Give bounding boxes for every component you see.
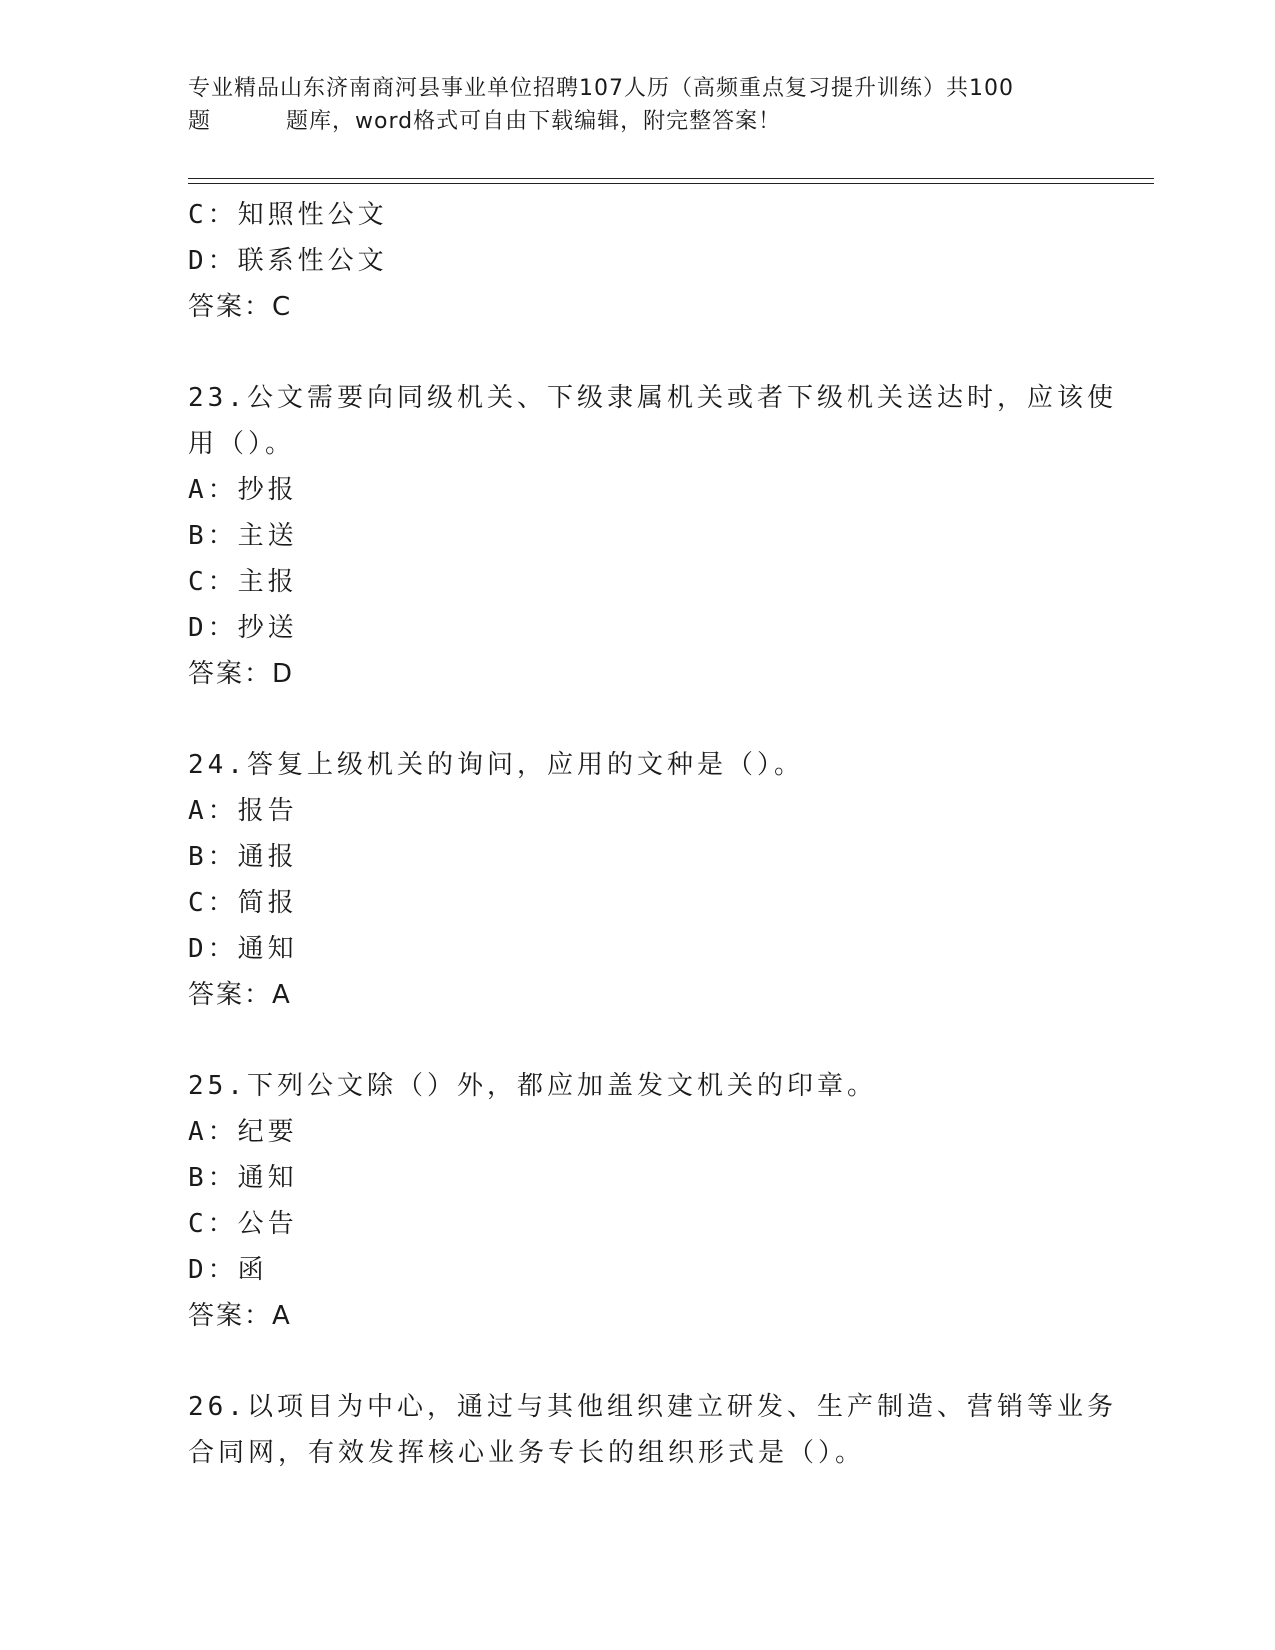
- question-stem-continued: 用（）。: [188, 429, 296, 459]
- question-list: [188, 192, 1117, 1476]
- question-stem: 26.以项目为中心，通过与其他组织建立研发、生产制造、营销等业务: [188, 1392, 1117, 1422]
- option-b: B：通知: [188, 1163, 298, 1193]
- question-stem: 23.公文需要向同级机关、下级隶属机关或者下级机关送达时，应该使: [188, 383, 1117, 413]
- answer-text: 答案：A: [188, 980, 292, 1010]
- option-d: D：抄送: [188, 613, 298, 643]
- header-divider-top: [188, 178, 1154, 179]
- question-stem: 25.下列公文除（）外，都应加盖发文机关的印章。: [188, 1071, 877, 1101]
- header-title-line2-left: 题: [188, 109, 212, 134]
- header-title-line1: 专业精品山东济南商河县事业单位招聘107人历（高频重点复习提升训练）共100: [188, 76, 1014, 101]
- option-c: C：公告: [188, 1209, 298, 1239]
- option-c: C：主报: [188, 567, 298, 597]
- answer-text: 答案：D: [188, 659, 295, 689]
- option-a: A：抄报: [188, 475, 298, 505]
- header-title-line2-right: 题库，word格式可自由下载编辑，附完整答案！: [286, 109, 782, 134]
- question-block-23: [188, 375, 1117, 697]
- header-divider-bottom: [188, 183, 1154, 184]
- option-d: D：联系性公文: [188, 246, 388, 276]
- option-a: A：纪要: [188, 1117, 298, 1147]
- question-stem-continued: 合同网，有效发挥核心业务专长的组织形式是（）。: [188, 1438, 866, 1468]
- option-c: C：知照性公文: [188, 200, 388, 230]
- question-block-24: [188, 742, 1088, 1018]
- question-stem: 24.答复上级机关的询问，应用的文种是（）。: [188, 750, 804, 780]
- question-block-25: [188, 1063, 1088, 1339]
- answer-text: 答案：A: [188, 1301, 292, 1331]
- option-b: B：主送: [188, 521, 298, 551]
- question-block-prev: [188, 192, 1088, 330]
- option-c: C：简报: [188, 888, 298, 918]
- answer-text: 答案：C: [188, 292, 293, 322]
- question-block-26: [188, 1384, 1117, 1476]
- option-d: D：通知: [188, 934, 298, 964]
- page-header: [188, 72, 1088, 138]
- option-b: B：通报: [188, 842, 298, 872]
- header-title-line2: [188, 105, 1088, 138]
- option-a: A：报告: [188, 796, 298, 826]
- option-d: D：函: [188, 1255, 268, 1285]
